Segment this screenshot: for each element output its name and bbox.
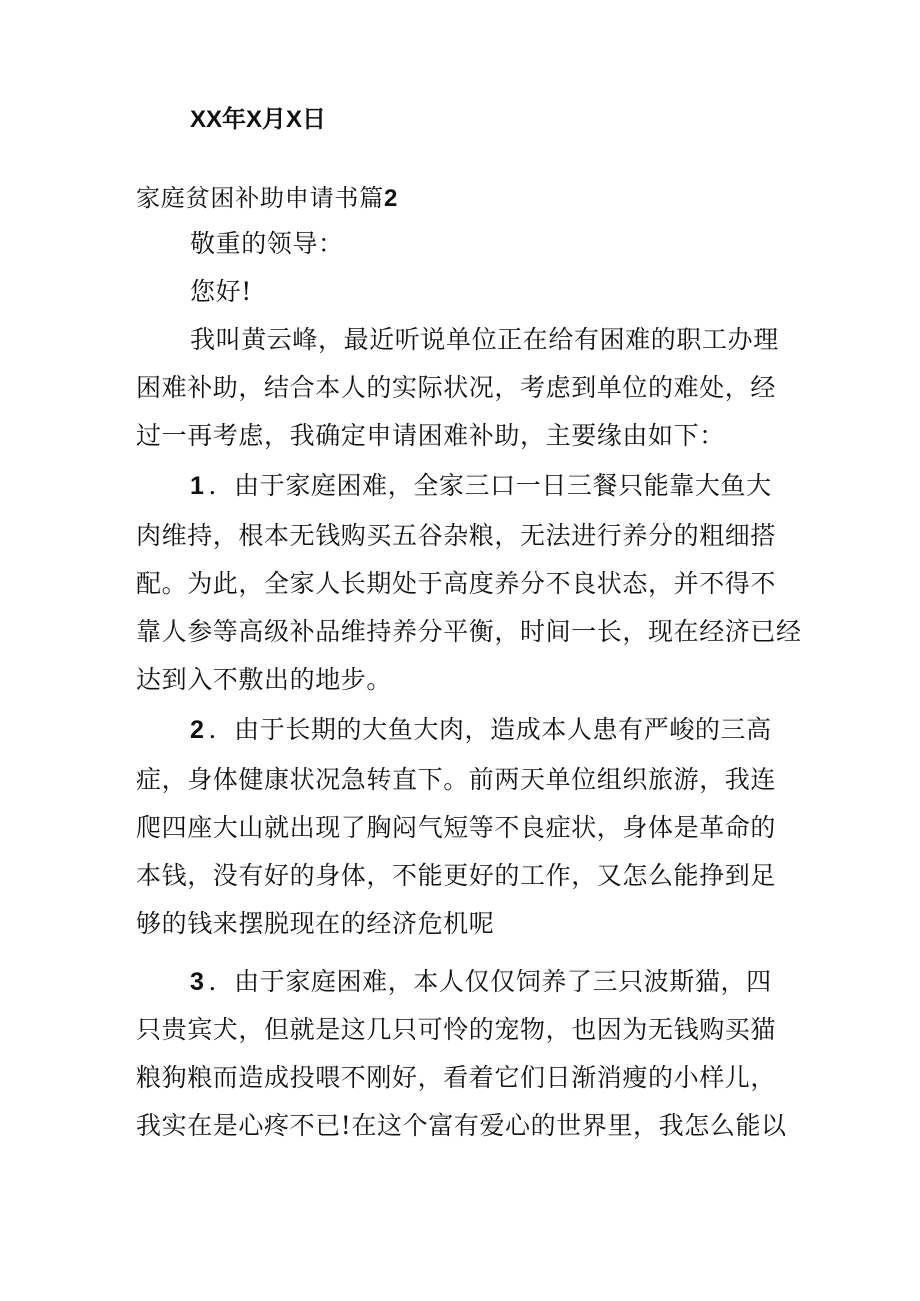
greeting: 您好!: [190, 277, 252, 306]
title-number: 2: [384, 185, 399, 212]
item1-line-4: 靠人参等高级补品维持养分平衡，时间一长，现在经济已经: [136, 617, 802, 646]
document-date: XX年X月X日: [190, 106, 327, 133]
item1-text: ．由于家庭困难，全家三口一日三餐只能靠大鱼大: [208, 471, 772, 500]
item1-line-2: 肉维持，根本无钱购买五谷杂粮，无法进行养分的粗细搭: [136, 521, 777, 550]
item2-line-4: 本钱，没有好的身体，不能更好的工作，又怎么能挣到足: [136, 861, 777, 890]
item1-number: 1: [190, 472, 205, 500]
item1-line-1: [190, 470, 772, 502]
item2-line-5: 够的钱来摆脱现在的经济危机呢: [136, 909, 495, 938]
item3-text: ．由于家庭困难，本人仅仅饲养了三只波斯猫，四: [208, 967, 772, 996]
item3-line-4: 我实在是心疼不已!在这个富有爱心的世界里，我怎么能以: [136, 1111, 787, 1140]
salutation: 敬重的领导：: [190, 229, 344, 258]
item3-line-3: 粮狗粮而造成投喂不刚好，看着它们日渐消瘦的小样儿，: [136, 1063, 777, 1092]
item3-line-1: [190, 966, 772, 998]
document-title: [136, 182, 398, 214]
item3-line-2: 只贵宾犬，但就是这几只可怜的宠物，也因为无钱购买猫: [136, 1015, 777, 1044]
item2-text: ．由于长期的大鱼大肉，造成本人患有严峻的三高: [208, 715, 772, 744]
intro-line-2: 困难补助，结合本人的实际状况，考虑到单位的难处，经: [136, 373, 777, 402]
intro-line-3: 过一再考虑，我确定申请困难补助，主要缘由如下：: [136, 421, 725, 450]
item2-number: 2: [190, 716, 205, 744]
item1-line-3: 配。为此，全家人长期处于高度养分不良状态，并不得不: [136, 569, 777, 598]
intro-line-1: 我叫黄云峰，最近听说单位正在给有困难的职工办理: [190, 325, 779, 354]
item3-number: 3: [190, 968, 205, 996]
item1-line-5: 达到入不敷出的地步。: [136, 665, 393, 694]
item2-line-2: 症，身体健康状况急转直下。前两天单位组织旅游，我连: [136, 765, 777, 794]
item2-line-3: 爬四座大山就出现了胸闷气短等不良症状，身体是革命的: [136, 813, 777, 842]
title-text: 家庭贫困补助申请书篇: [136, 184, 384, 212]
item2-line-1: [190, 714, 772, 746]
